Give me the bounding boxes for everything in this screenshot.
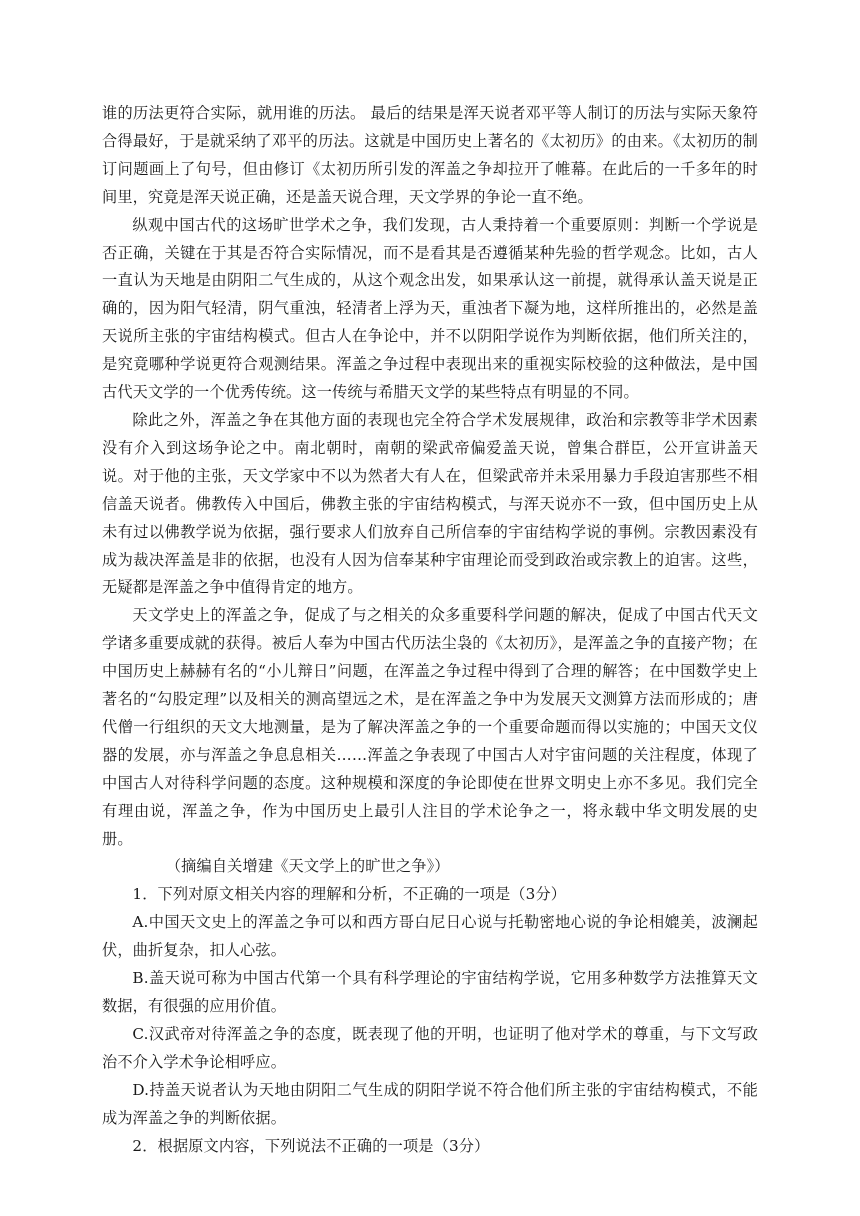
question-2-stem: 2．根据原文内容，下列说法不正确的一项是（3分）: [132, 1136, 490, 1155]
question-1-option-c: C.汉武帝对待浑盖之争的态度，既表现了他的开明，也证明了他对学术的尊重，与下文写政治不介入学术争论相呼应。: [102, 1024, 758, 1071]
article-paragraph-1: 谁的历法更符合实际，就用谁的历法。 最后的结果是浑天说者邓平等人制订的历法与实际天象符合得最好，于是就采纳了邓平的历法。这就是中国历史上著名的《太初历》的由来。《太初历的制订问题画上了句号，但由修订《太初历所引发的浑盖之争却拉开了帷幕。在此后的一千多年的时间里，究竟是浑天说正确，还是盖天说合理，天文学界的争论一直不绝。: [102, 104, 758, 206]
article-paragraph-4: 天文学史上的浑盖之争，促成了与之相关的众多重要科学问题的解决，促成了中国古代天文学诸多重要成就的获得。被后人奉为中国古代历法尘袅的《太初历》，是浑盖之争的直接产物；在中国历史上赫赫有名的“小儿辩日”问题，在浑盖之争过程中得到了合理的解答；在中国数学史上著名的“勾股定理”以及相关的测高望远之术，是在浑盖之争中为发展天文测算方法而形成的；唐代僧一行组织的天文大地测量，是为了解决浑盖之争的一个重要命题而得以实施的；中国天文仪器的发展，亦与浑盖之争息息相关……浑盖之争表现了中国古人对宇宙问题的关注程度，体现了中国古人对待科学问题的态度。这种规模和深度的争论即使在世界文明史上亦不多见。我们完全有理由说，浑盖之争，作为中国历史上最引人注目的学术论争之一，将永载中华文明发展的史册。: [102, 606, 758, 848]
article-source: （摘编自关增建《天文学上的旷世之争》）: [165, 857, 450, 876]
document-body: [102, 100, 758, 1160]
article-paragraph-2: 纵观中国古代的这场旷世学术之争，我们发现，古人秉持着一个重要原则：判断一个学说是否正确，关键在于其是否符合实际情况，而不是看其是否遵循某种先验的哲学观念。比如，古人一直认为天地是由阴阳二气生成的，从这个观念出发，如果承认这一前提，就得承认盖天说是正确的，因为阳气轻清，阴气重浊，轻清者上浮为天，重浊者下凝为地，这样所推出的，必然是盖天说所主张的宇宙结构模式。但古人在争论中，并不以阴阳学说作为判断依据，他们所关注的，是究竟哪种学说更符合观测结果。浑盖之争过程中表现出来的重视实际校验的这种做法，是中国古代天文学的一个优秀传统。这一传统与希腊天文学的某些特点有明显的不同。: [102, 215, 758, 402]
question-1-option-b: B.盖天说可称为中国古代第一个具有科学理论的宇宙结构学说，它用多种数学方法推算天文数据，有很强的应用价值。: [102, 969, 758, 1015]
article-paragraph-3: 除此之外，浑盖之争在其他方面的表现也完全符合学术发展规律，政治和宗教等非学术因素没有介入到这场争论之中。南北朝时，南朝的梁武帝偏爱盖天说，曾集合群臣，公开宣讲盖天说。对于他的主张，天文学家中不以为然者大有人在，但梁武帝并未采用暴力手段迫害那些不相信盖天说者。佛教传入中国后，佛教主张的宇宙结构模式，与浑天说亦不一致，但中国历史上从未有过以佛教学说为依据，强行要求人们放弃自己所信奉的宇宙结构学说的事例。宗教因素没有成为裁决浑盖是非的依据，也没有人因为信奉某种宇宙理论而受到政治或宗教上的迫害。这些，无疑都是浑盖之争中值得肯定的地方。: [102, 410, 758, 597]
question-1-option-a: A.中国天文史上的浑盖之争可以和西方哥白尼日心说与托勒密地心说的争论相媲美，波澜起伏，曲折复杂，扣人心弦。: [102, 913, 758, 960]
question-1-stem: 1．下列对原文相关内容的理解和分析，不正确的一项是（3分）: [132, 885, 567, 904]
question-1-option-d: D.持盖天说者认为天地由阴阳二气生成的阴阳学说不符合他们所主张的宇宙结构模式，不能成为浑盖之争的判断依据。: [102, 1080, 758, 1127]
